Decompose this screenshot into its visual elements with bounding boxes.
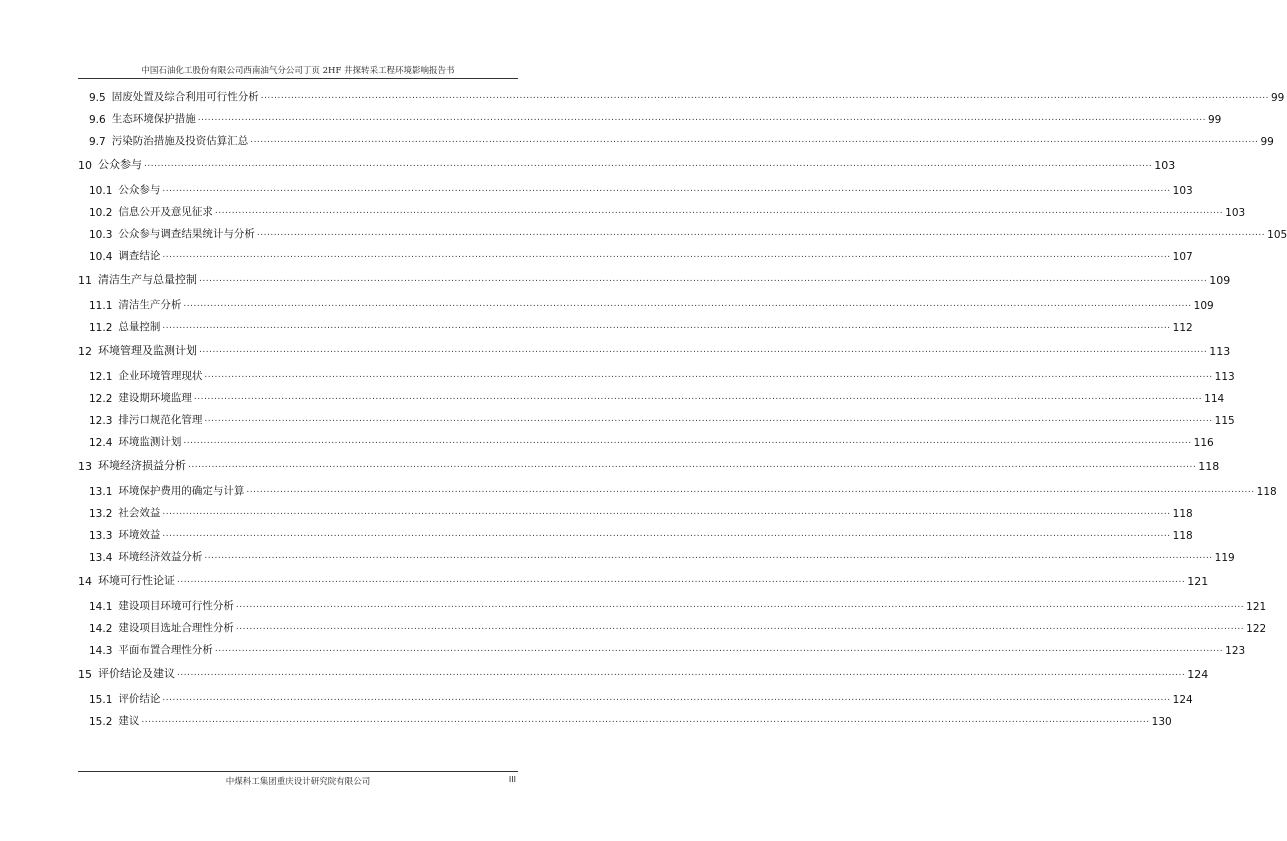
toc-entry-number: 14.2 [89,623,113,635]
toc-section-entry[interactable] [89,480,1277,498]
toc-dot-leader: ............................................................................................................................................................................................................................................................................................................ [141,715,1150,725]
toc-entry-page: 124 [1187,668,1209,681]
toc-section-entry[interactable] [89,595,1267,613]
toc-section-entry[interactable] [89,294,1214,312]
page-header: 中国石油化工股份有限公司西南油气分公司丁页 2HF 井探转采工程环境影响报告书 [141,66,455,76]
toc-entry-number: 12.2 [89,393,113,405]
toc-entry-page: 119 [1214,552,1235,564]
toc-section-entry[interactable] [89,179,1193,197]
toc-entry-page: 103 [1154,159,1176,172]
toc-entry-number: 14.1 [89,601,113,613]
toc-entry-number: 14 [78,575,92,588]
toc-entry-number: 12 [78,345,92,358]
toc-entry-number: 10.4 [89,251,113,263]
toc-dot-leader: ............................................................................................................................................................................................................................................................................................................ [235,622,1245,632]
toc-dot-leader: ............................................................................................................................................................................................................................................................................................................ [197,113,1206,123]
toc-entry-page: 99 [1260,136,1274,148]
toc-entry-page: 107 [1172,251,1193,263]
toc-entry-title: 环境效益 [118,529,161,541]
toc-entry-number: 9.5 [89,92,106,104]
toc-dot-leader: ............................................................................................................................................................................................................................................................................................................ [199,345,1208,355]
header-divider [78,78,518,79]
toc-entry-title: 环境保护费用的确定与计算 [118,485,245,497]
toc-dot-leader: ............................................................................................................................................................................................................................................................................................................ [250,135,1259,145]
toc-section-entry[interactable] [89,502,1193,520]
toc-section-entry[interactable] [89,245,1193,263]
toc-entry-page: 118 [1172,508,1193,520]
toc-entry-number: 9.7 [89,136,106,148]
toc-entry-title: 总量控制 [118,321,161,333]
toc-dot-leader: ............................................................................................................................................................................................................................................................................................................ [199,274,1208,284]
toc-entry-page: 115 [1214,415,1235,427]
toc-entry-title: 污染防治措施及投资估算汇总 [111,135,249,147]
toc-entry-number: 13.1 [89,486,113,498]
toc-entry-page: 103 [1172,185,1193,197]
toc-entry-title: 公众参与 [118,184,161,196]
toc-entry-number: 10.2 [89,207,113,219]
toc-section-entry[interactable] [89,130,1274,148]
toc-dot-leader: ............................................................................................................................................................................................................................................................................................................ [256,228,1266,238]
toc-entry-page: 121 [1246,601,1267,613]
toc-entry-page: 113 [1209,345,1231,358]
toc-entry-page: 99 [1270,92,1285,104]
toc-entry-title: 评价结论 [118,693,161,705]
toc-entry-number: 13.3 [89,530,113,542]
toc-section-entry[interactable] [89,617,1267,635]
toc-entry-number: 11.2 [89,322,113,334]
toc-section-entry[interactable] [89,409,1235,427]
toc-entry-page: 122 [1246,623,1267,635]
toc-dot-leader: ............................................................................................................................................................................................................................................................................................................ [177,668,1186,678]
toc-section-entry[interactable] [89,710,1172,728]
toc-dot-leader: ............................................................................................................................................................................................................................................................................................................ [193,392,1203,402]
toc-entry-page: 113 [1214,371,1235,383]
toc-entry-title: 建议 [118,715,140,727]
toc-section-entry[interactable] [89,223,1287,241]
toc-chapter-entry[interactable] [78,340,1231,358]
toc-entry-title: 固废处置及综合利用可行性分析 [111,91,259,103]
toc-entry-number: 13.4 [89,552,113,564]
toc-section-entry[interactable] [89,387,1225,405]
toc-entry-number: 12.1 [89,371,113,383]
page-number: III [508,775,516,784]
toc-entry-page: 130 [1151,716,1172,728]
toc-entry-title: 生态环境保护措施 [111,113,196,125]
toc-entry-number: 10 [78,159,92,172]
toc-dot-leader: ............................................................................................................................................................................................................................................................................................................ [162,529,1171,539]
toc-dot-leader: ............................................................................................................................................................................................................................................................................................................ [183,299,1192,309]
toc-entry-page: 118 [1198,460,1220,473]
toc-dot-leader: ............................................................................................................................................................................................................................................................................................................ [204,551,1213,561]
toc-entry-number: 11 [78,274,92,287]
toc-entry-page: 124 [1172,694,1193,706]
toc-entry-title: 调查结论 [118,250,161,262]
toc-entry-title: 环境经济效益分析 [118,551,203,563]
toc-entry-title: 环境可行性论证 [98,574,175,587]
toc-entry-page: 118 [1256,486,1277,498]
footer-divider [78,771,518,772]
toc-chapter-entry[interactable] [78,663,1209,681]
toc-dot-leader: ............................................................................................................................................................................................................................................................................................................ [214,644,1224,654]
toc-dot-leader: ............................................................................................................................................................................................................................................................................................................ [246,485,1255,495]
toc-entry-number: 15 [78,668,92,681]
toc-entry-title: 公众参与 [98,158,142,171]
toc-dot-leader: ............................................................................................................................................................................................................................................................................................................ [183,436,1192,446]
toc-dot-leader: ............................................................................................................................................................................................................................................................................................................ [162,321,1171,331]
toc-section-entry[interactable] [89,546,1235,564]
toc-entry-title: 社会效益 [118,507,161,519]
toc-entry-title: 排污口规范化管理 [118,414,203,426]
toc-chapter-entry[interactable] [78,269,1231,287]
toc-dot-leader: ............................................................................................................................................................................................................................................................................................................ [235,600,1245,610]
toc-section-entry[interactable] [89,86,1285,104]
toc-entry-number: 13 [78,460,92,473]
toc-entry-number: 10.3 [89,229,113,241]
toc-entry-title: 平面布置合理性分析 [118,644,213,656]
toc-chapter-entry[interactable] [78,570,1209,588]
toc-entry-number: 15.1 [89,694,113,706]
toc-entry-page: 123 [1225,645,1246,657]
toc-section-entry[interactable] [89,431,1214,449]
toc-entry-number: 12.4 [89,437,113,449]
toc-dot-leader: ............................................................................................................................................................................................................................................................................................................ [204,370,1213,380]
toc-entry-title: 环境管理及监测计划 [98,344,197,357]
toc-entry-title: 评价结论及建议 [98,667,175,680]
toc-entry-number: 15.2 [89,716,113,728]
toc-dot-leader: ............................................................................................................................................................................................................................................................................................................ [177,575,1186,585]
toc-dot-leader: ............................................................................................................................................................................................................................................................................................................ [260,91,1269,101]
toc-section-entry[interactable] [89,688,1193,706]
toc-entry-number: 13.2 [89,508,113,520]
toc-dot-leader: ............................................................................................................................................................................................................................................................................................................ [188,460,1197,470]
toc-chapter-entry[interactable] [78,455,1220,473]
toc-entry-title: 企业环境管理现状 [118,370,203,382]
toc-dot-leader: ............................................................................................................................................................................................................................................................................................................ [162,507,1171,517]
toc-entry-title: 信息公开及意见征求 [118,206,213,218]
toc-section-entry[interactable] [89,316,1193,334]
toc-entry-title: 建设项目环境可行性分析 [118,600,234,612]
toc-entry-page: 99 [1207,114,1222,126]
toc-entry-title: 建设项目选址合理性分析 [118,622,234,634]
toc-section-entry[interactable] [89,524,1193,542]
toc-dot-leader: ............................................................................................................................................................................................................................................................................................................ [144,159,1153,169]
toc-entry-title: 环境监测计划 [118,436,182,448]
toc-section-entry[interactable] [89,639,1246,657]
toc-entry-page: 109 [1209,274,1231,287]
toc-entry-number: 10.1 [89,185,113,197]
toc-dot-leader: ............................................................................................................................................................................................................................................................................................................ [214,206,1224,216]
toc-dot-leader: ............................................................................................................................................................................................................................................................................................................ [162,250,1171,260]
toc-entry-page: 121 [1187,575,1209,588]
toc-section-entry[interactable] [89,108,1222,126]
toc-entry-number: 14.3 [89,645,113,657]
toc-entry-page: 118 [1172,530,1193,542]
toc-dot-leader: ............................................................................................................................................................................................................................................................................................................ [162,693,1171,703]
toc-entry-page: 105 [1267,229,1287,241]
toc-dot-leader: ............................................................................................................................................................................................................................................................................................................ [204,414,1213,424]
toc-chapter-entry[interactable] [78,154,1176,172]
toc-entry-title: 清洁生产分析 [118,299,182,311]
toc-entry-page: 103 [1225,207,1246,219]
toc-entry-title: 清洁生产与总量控制 [98,273,197,286]
toc-entry-number: 11.1 [89,300,113,312]
toc-section-entry[interactable] [89,201,1246,219]
toc-entry-page: 114 [1204,393,1225,405]
toc-dot-leader: ............................................................................................................................................................................................................................................................................................................ [162,184,1171,194]
toc-entry-page: 112 [1172,322,1193,334]
toc-entry-number: 9.6 [89,114,106,126]
toc-entry-title: 环境经济损益分析 [98,459,186,472]
toc-entry-number: 12.3 [89,415,113,427]
page-footer: 中煤科工集团重庆设计研究院有限公司 [225,777,371,787]
toc-section-entry[interactable] [89,365,1235,383]
toc-entry-title: 公众参与调查结果统计与分析 [118,228,255,240]
toc-entry-title: 建设期环境监理 [118,392,192,404]
toc-entry-page: 109 [1193,300,1214,312]
toc-entry-page: 116 [1193,437,1214,449]
